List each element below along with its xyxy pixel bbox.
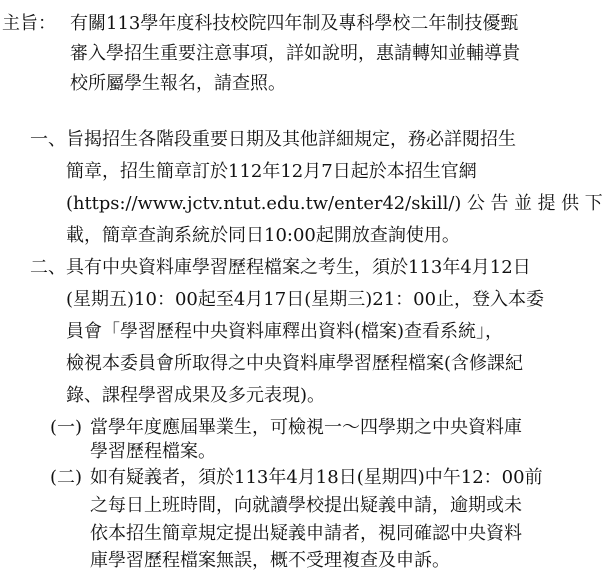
subject-line-2: 審入學招生重要注意事項，詳如說明，惠請轉知並輔導貴 [70,43,520,64]
item-1-line-3: (https://www.jctv.ntut.edu.tw/enter42/skill/) 公 告 並 提 供 下 [66,193,603,214]
item-2-line-1: 具有中央資料庫學習歷程檔案之考生，須於113年4月12日 [66,257,531,278]
item-1-line-4: 載，簡章查詢系統於同日10:00起開放查詢使用。 [66,225,460,246]
item-2-marker: 二、 [30,257,66,278]
subitem-2-marker: (二) [50,467,83,488]
item-1-line-1: 旨揭招生各階段重要日期及其他詳細規定，務必詳閱招生 [66,129,516,150]
item-2-line-3: 員會「學習歷程中央資料庫釋出資料(檔案)查看系統」， [66,321,504,342]
item-2-line-5: 錄、課程學習成果及多元表現)。 [66,385,326,406]
subitem-2-line-2: 之每日上班時間，向就讀學校提出疑義申請，逾期或未 [90,495,522,516]
subitem-1-line-1: 當學年度應屆畢業生，可檢視一～四學期之中央資料庫 [90,417,522,438]
subitem-1-marker: (一) [50,417,83,438]
subject-line-1: 有關113學年度科技校院四年制及專科學校二年制技優甄 [70,13,519,34]
subitem-2-line-3: 依本招生簡章規定提出疑義申請者，視同確認中央資料 [90,523,522,544]
subitem-2-line-1: 如有疑義者，須於113年4月18日(星期四)中午12：00前 [90,467,543,488]
item-1-marker: 一、 [30,129,66,150]
item-2-line-4: 檢視本委員會所取得之中央資料庫學習歷程檔案(含修課紀 [66,353,524,374]
subject-label: 主旨： [2,13,56,34]
item-2-line-2: (星期五)10：00起至4月17日(星期三)21：00止，登入本委 [66,289,545,310]
item-1-line-2: 簡章，招生簡章訂於112年12月7日起於本招生官網 [66,161,477,182]
subject-line-3: 校所屬學生報名，請查照。 [70,73,286,94]
subitem-2-line-4: 庫學習歷程檔案無誤，概不受理複查及申訴。 [90,550,450,571]
subitem-1-line-2: 學習歷程檔案。 [90,441,216,462]
